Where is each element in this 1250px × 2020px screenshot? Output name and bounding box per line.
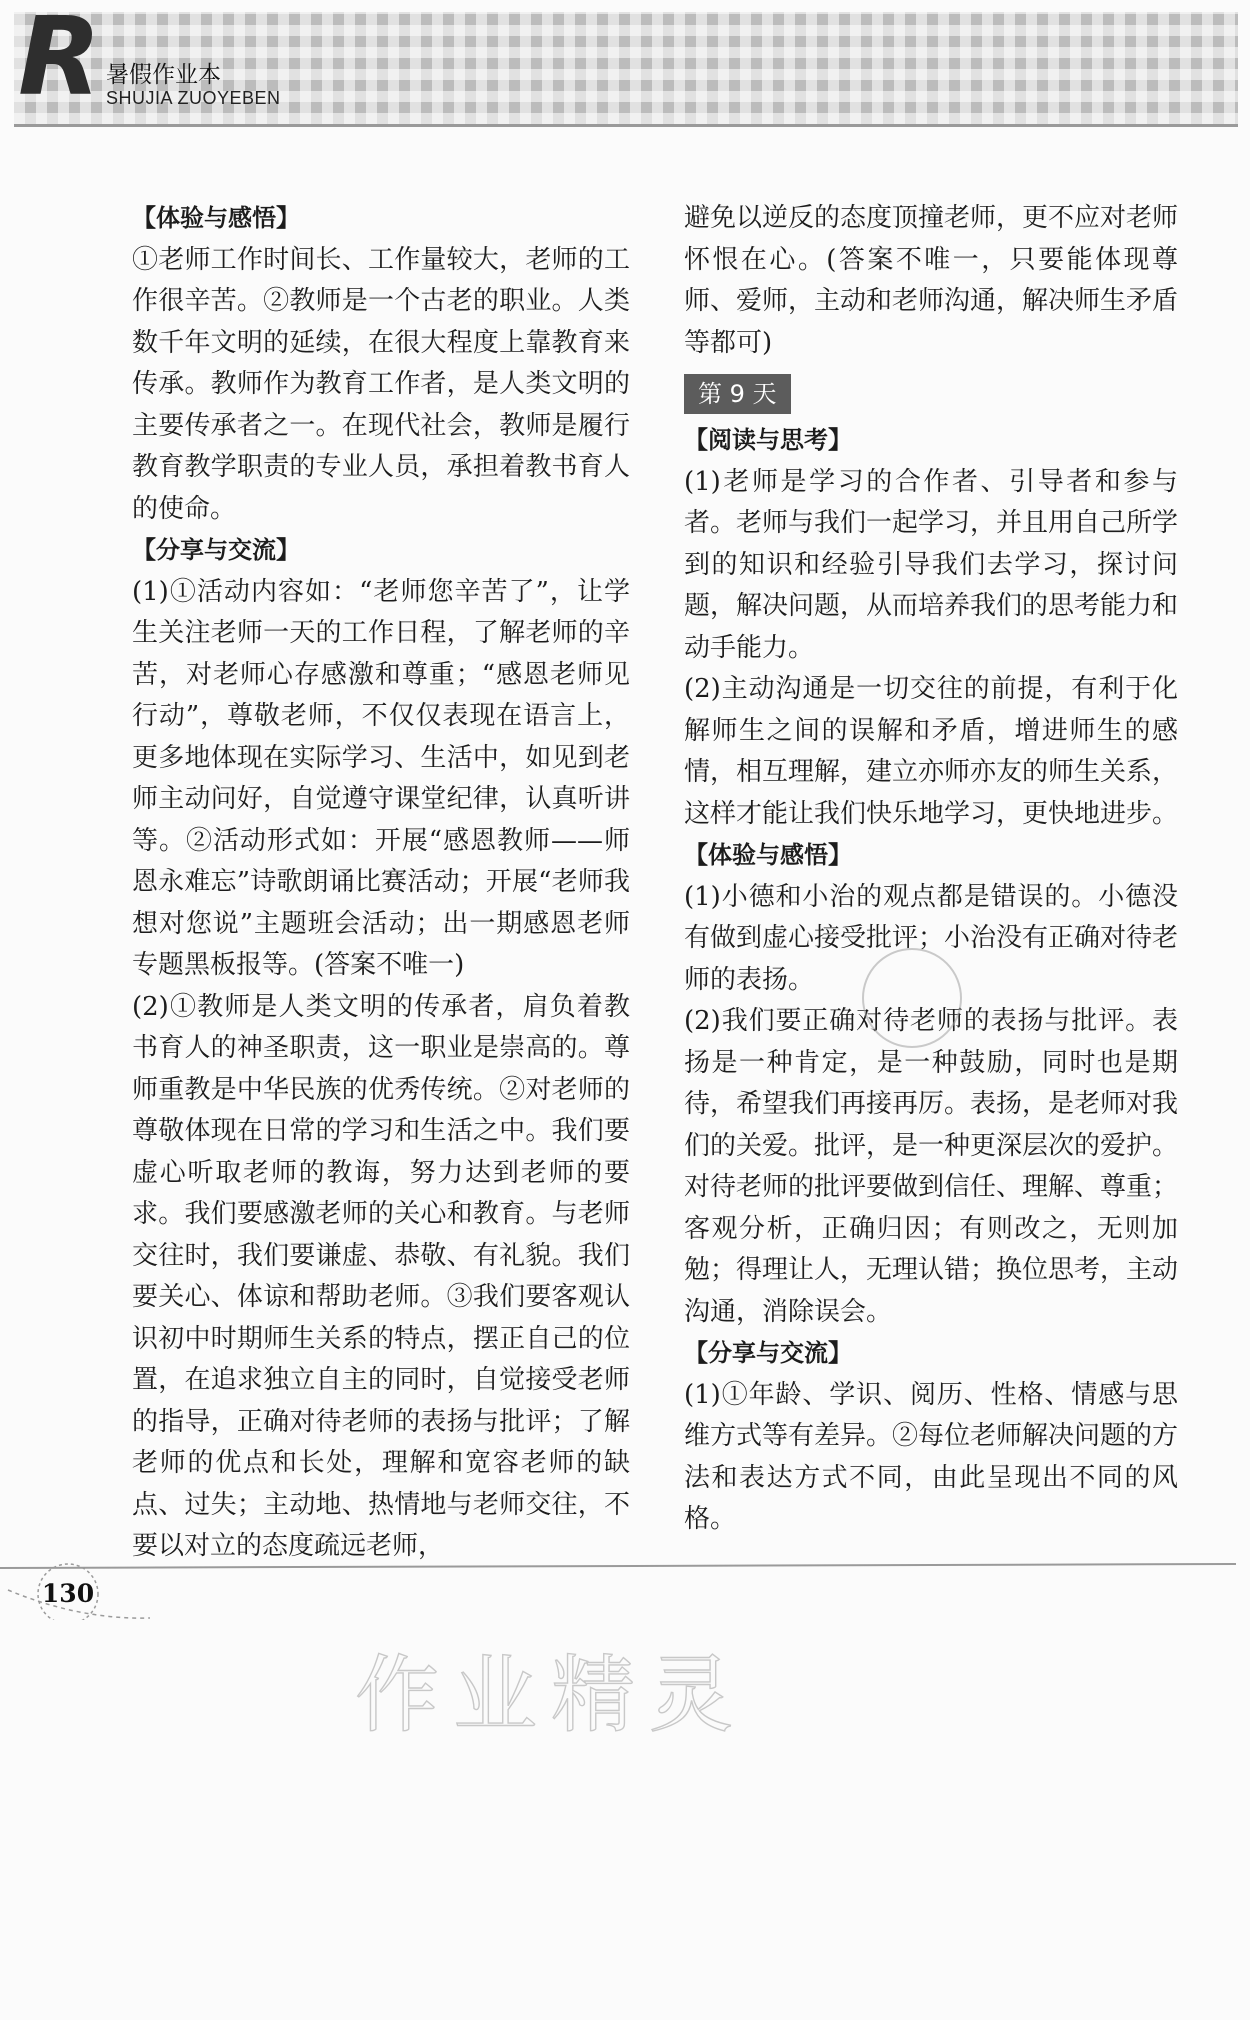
left-text-column: [132, 198, 630, 1568]
page-header-banner: [14, 0, 1238, 127]
day-badge: 第 9 天: [684, 374, 791, 414]
answer-paragraph: 避免以逆反的态度顶撞老师，更不应对老师怀恨在心。(答案不唯一，只要能体现尊师、爱师，主动和老师沟通，解决师生矛盾等都可): [684, 203, 1179, 358]
answer-paragraph: (1)①活动内容如：“老师您辛苦了”，让学生关注老师一天的工作日程，了解老师的辛苦，对老师心存感激和尊重；“感恩老师见行动”，尊敬老师，不仅仅表现在语言上，更多地体现在实际学习、生活中，如见到老师主动问好，自觉遵守课堂纪律，认真听讲等。②活动形式如：开展“感恩教师——师恩永难忘”诗歌朗诵比赛活动；开展“老师我想对您说”主题班会活动；出一期感恩老师专题黑板报等。(答案不唯一): [132, 576, 630, 980]
section-heading: 【分享与交流】: [132, 536, 300, 564]
page-number: 130: [41, 1579, 95, 1608]
section-heading: 【体验与感悟】: [132, 204, 300, 232]
faint-stamp-mark: [862, 948, 962, 1048]
watermark-text: 作业精灵: [355, 1646, 748, 1744]
footer-divider-curve: [0, 1540, 1250, 1620]
answer-paragraph: ①老师工作时间长、工作量较大，老师的工作很辛苦。②教师是一个古老的职业。人类数千年文明的延续，在很大程度上靠教育来传承。教师作为教育工作者，是人类文明的主要传承者之一。在现代社会，教师是履行教育教学职责的专业人员，承担着教书育人的使命。: [132, 244, 630, 524]
section-heading: 【阅读与思考】: [684, 426, 852, 454]
book-subtitle: SHUJIA ZUOYEBEN: [106, 88, 281, 108]
answer-paragraph: (1)小德和小治的观点都是错误的。小德没有做到虚心接受批评；小治没有正确对待老师的表扬。: [684, 881, 1179, 995]
answer-paragraph: (1)老师是学习的合作者、引导者和参与者。老师与我们一起学习，并且用自己所学到的知识和经验引导我们去学习，探讨问题，解决问题，从而培养我们的思考能力和动手能力。: [684, 466, 1179, 663]
right-text-column: [684, 198, 1178, 1541]
section-heading: 【分享与交流】: [684, 1339, 852, 1367]
answer-paragraph: (2)我们要正确对待老师的表扬与批评。表扬是一种肯定，是一种鼓励，同时也是期待，希望我们再接再厉。表扬，是老师对我们的关爱。批评，是一种更深层次的爱护。对待老师的批评要做到信任、理解、尊重；客观分析，正确归因；有则改之，无则加勉；得理让人，无理认错；换位思考，主动沟通，消除误会。: [684, 1006, 1179, 1327]
book-logo-letter: R: [18, 0, 98, 120]
section-heading: 【体验与感悟】: [684, 841, 852, 869]
answer-paragraph: (2)①教师是人类文明的传承者，肩负着教书育人的神圣职责，这一职业是崇高的。尊师重教是中华民族的优秀传统。②对老师的尊敬体现在日常的学习和生活之中。我们要虚心听取老师的教诲，努力达到老师的要求。我们要感激老师的关心和教育。与老师交往时，我们要谦虚、恭敬、有礼貌。我们要关心、体谅和帮助老师。③我们要客观认识初中时期师生关系的特点，摆正自己的位置，在追求独立自主的同时，自觉接受老师的指导，正确对待老师的表扬与批评；了解老师的优点和长处，理解和宽容老师的缺点、过失；主动地、热情地与老师交往，不要以对立的态度疏远老师，: [132, 991, 630, 1561]
answer-paragraph: (1)①年龄、学识、阅历、性格、情感与思维方式等有差异。②每位老师解决问题的方法和表达方式不同，由此呈现出不同的风格。: [684, 1379, 1179, 1534]
book-title: 暑假作业本: [106, 62, 221, 88]
answer-paragraph: (2)主动沟通是一切交往的前提，有利于化解师生之间的误解和矛盾，增进师生的感情，相互理解，建立亦师亦友的师生关系，这样才能让我们快乐地学习，更快地进步。: [684, 674, 1179, 829]
